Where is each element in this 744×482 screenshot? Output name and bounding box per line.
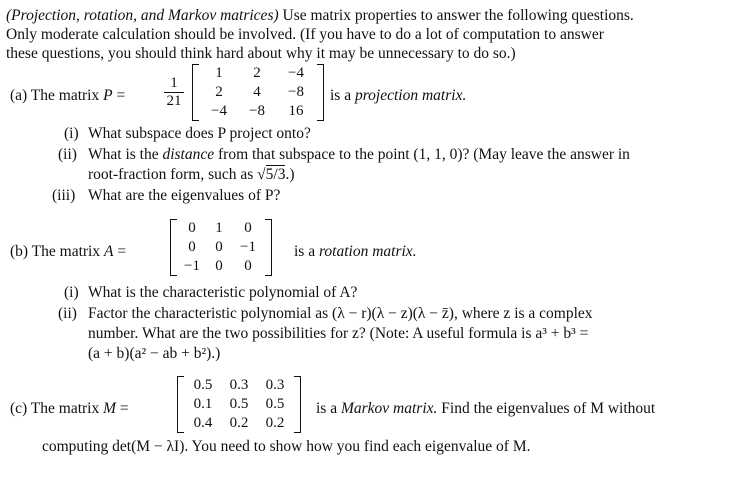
fraction-numerator: 1: [170, 75, 178, 91]
part-b-after: is a: [294, 243, 319, 260]
part-c-line-2: computing det(M − λI). You need to show how you find each eigenvalue of M.: [42, 438, 531, 455]
part-b-var: A: [103, 243, 114, 260]
part-c-after-post: Find the eigenvalues of M without: [437, 400, 656, 417]
matrix-cell: 0.5: [265, 396, 285, 412]
matrix-cell: 1: [215, 65, 223, 81]
part-a-q2-label: (ii): [58, 146, 77, 163]
part-a-q1: What subspace does P project onto?: [88, 125, 311, 142]
part-a-description: [330, 86, 466, 105]
matrix-cell: 0: [244, 220, 252, 236]
right-bracket: [294, 376, 301, 433]
matrix-cell: 0.5: [229, 396, 249, 412]
matrix-cell: −8: [249, 103, 265, 119]
q2-text: What is the: [88, 146, 163, 163]
matrix-a: [170, 219, 272, 276]
matrix-cell: 1: [215, 220, 223, 236]
part-b-lead: [10, 242, 126, 261]
part-c-lead-text: (c) The matrix: [10, 400, 104, 417]
sqrt-symbol: √: [257, 166, 266, 183]
part-b-matrix-type: rotation matrix.: [318, 243, 417, 260]
part-a-q3-label: (iii): [52, 187, 76, 204]
matrix-cell: 0.1: [193, 396, 213, 412]
intro-line-2: Only moderate calculation should be involved. (If you have to do a lot of computation to answer: [6, 26, 604, 43]
intro-line-3: these questions, you should think hard about why it may be unnecessary to do so.): [6, 45, 516, 62]
part-a-q2-line-1: [88, 145, 630, 164]
matrix-cell: 0.3: [229, 377, 249, 393]
q2-text: root-fraction form, such as: [88, 166, 258, 183]
part-c-matrix-type: Markov matrix.: [340, 400, 438, 417]
part-c-var: M: [103, 400, 117, 417]
intro-line-1-rest: Use matrix properties to answer the following questions.: [278, 7, 634, 24]
part-b-q2-line-3: (a + b)(a² − ab + b²).): [88, 345, 221, 362]
part-b-q1: What is the characteristic polynomial of A?: [88, 284, 358, 301]
matrix-m: [177, 376, 301, 433]
matrix-cell: −4: [288, 65, 304, 81]
part-a-lead: [10, 86, 125, 105]
part-b-eq: =: [113, 243, 127, 260]
q2-text: from that subspace to the point (1, 1, 0)? (May leave the answer in: [214, 146, 630, 163]
matrix-cell: 16: [288, 103, 304, 119]
part-c-description: [316, 399, 655, 418]
matrix-cell: 2: [253, 65, 261, 81]
part-a-fraction: [164, 75, 184, 110]
matrix-cell: 0.3: [265, 377, 285, 393]
radicand: 5/3: [265, 166, 286, 183]
part-b-q1-label: (i): [64, 284, 79, 301]
part-b-q2-label: (ii): [58, 305, 77, 322]
right-bracket: [317, 64, 324, 121]
part-c-lead: [10, 399, 129, 418]
part-a-var: P: [103, 87, 113, 104]
part-a-q3: What are the eigenvalues of P?: [88, 187, 281, 204]
part-a-q1-label: (i): [64, 125, 79, 142]
part-a-eq: =: [112, 87, 126, 104]
part-a-q2-line-2: [88, 165, 295, 184]
q2-text: .): [285, 166, 295, 183]
matrix-cell: −1: [240, 239, 256, 255]
matrix-cell: −1: [184, 258, 200, 274]
matrix-cell: −4: [211, 103, 227, 119]
matrix-cell: 0: [244, 258, 252, 274]
matrix-cell: 4: [253, 84, 261, 100]
q2-emphasis: distance: [162, 146, 215, 163]
fraction-denominator: 21: [164, 92, 184, 110]
part-a-after: is a: [330, 87, 355, 104]
left-bracket: [177, 376, 184, 433]
matrix-cell: 0.4: [193, 415, 213, 431]
left-bracket: [192, 64, 199, 121]
matrix-p: [192, 64, 324, 121]
part-b-q2-line-1: Factor the characteristic polynomial as (λ − r)(λ − z)(λ − z̄), where z is a complex: [88, 305, 593, 322]
matrix-cell: −8: [288, 84, 304, 100]
part-b-q2-line-2: number. What are the two possibilities for z? (Note: A useful formula is a³ + b³ =: [88, 325, 589, 342]
right-bracket: [265, 219, 272, 276]
intro-line-1: [6, 6, 634, 25]
part-a-matrix-type: projection matrix.: [354, 87, 467, 104]
matrix-cell: 0: [188, 239, 196, 255]
part-a-lead-text: (a) The matrix: [10, 87, 104, 104]
matrix-cell: 2: [215, 84, 223, 100]
part-b-description: [294, 242, 417, 261]
matrix-cell: 0: [215, 239, 223, 255]
matrix-cell: 0.5: [193, 377, 213, 393]
matrix-cell: 0: [215, 258, 223, 274]
matrix-cell: 0.2: [229, 415, 249, 431]
problem-topic: (Projection, rotation, and Markov matrices): [6, 7, 279, 24]
part-b-lead-text: (b) The matrix: [10, 243, 104, 260]
part-c-after: is a: [316, 400, 341, 417]
matrix-cell: 0.2: [265, 415, 285, 431]
matrix-cell: 0: [188, 220, 196, 236]
part-c-eq: =: [116, 400, 129, 417]
left-bracket: [170, 219, 177, 276]
